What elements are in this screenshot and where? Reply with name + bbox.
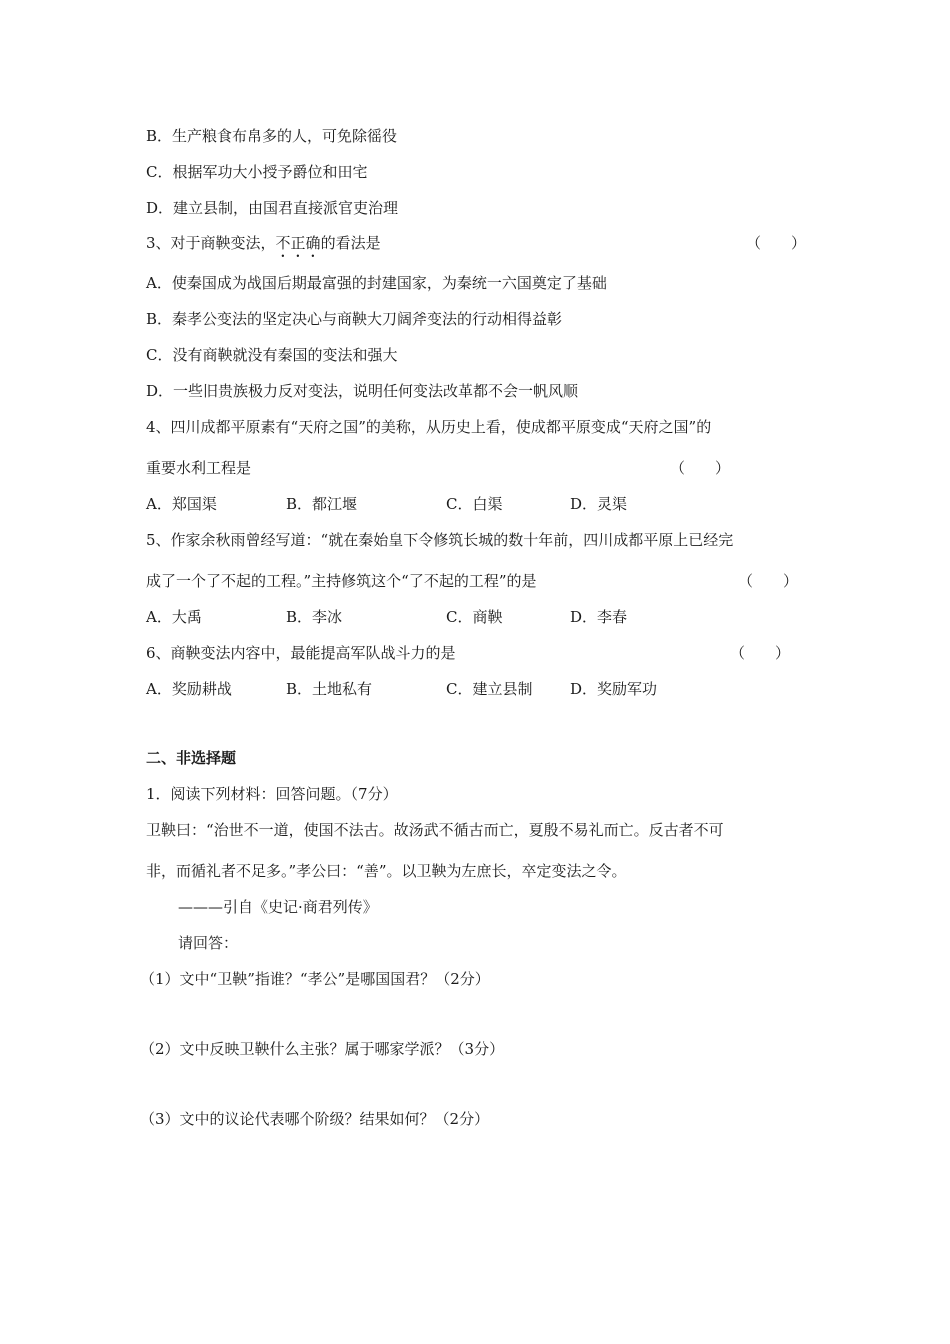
q3-option-d: D．一些旧贵族极力反对变法，说明任何变法改革都不会一帆风顺 — [146, 382, 579, 400]
q4-option-d: D．灵渠 — [570, 495, 628, 513]
q6-option-c: C．建立县制 — [446, 680, 533, 698]
q4-stem-line2: 重要水利工程是 — [146, 459, 252, 477]
q3-option-a: A．使秦国成为战国后期最富强的封建国家，为秦统一六国奠定了基础 — [146, 274, 607, 292]
q6-option-a: A．奖励耕战 — [146, 680, 232, 698]
s2-material-source: ———引自《史记·商君列传》 — [178, 898, 378, 916]
s2-subquestion-1: （1）文中“卫鞅”指谁？“孝公”是哪国国君？（2分） — [140, 970, 490, 988]
q5-option-c: C．商鞅 — [446, 608, 503, 626]
q5-stem-line1: 5、作家余秋雨曾经写道：“就在秦始皇下令修筑长城的数十年前，四川成都平原上已经完 — [146, 531, 734, 549]
q3-stem-emphasis: 不正确 — [275, 234, 321, 252]
q6-option-b: B．土地私有 — [286, 680, 373, 698]
q5-option-d: D．李春 — [570, 608, 628, 626]
q3-answer-paren: （ ） — [746, 234, 807, 252]
q3-option-c: C．没有商鞅就没有秦国的变法和强大 — [146, 346, 398, 364]
q3-stem-post: 的看法是 — [320, 234, 381, 252]
q3-option-b: B．秦孝公变法的坚定决心与商鞅大刀阔斧变法的行动相得益彰 — [146, 310, 563, 328]
q4-answer-paren: （ ） — [670, 459, 731, 477]
q2-option-c: C．根据军功大小授予爵位和田宅 — [146, 163, 368, 181]
q5-option-a: A．大禹 — [146, 608, 202, 626]
q4-stem-line1: 4、四川成都平原素有“天府之国”的美称，从历史上看，使成都平原变成“天府之国”的 — [146, 418, 712, 436]
q6-stem: 6、商鞅变法内容中，最能提高军队战斗力的是 — [146, 644, 456, 662]
section-2-title: 二、非选择题 — [146, 749, 237, 767]
q4-option-c: C．白渠 — [446, 495, 503, 513]
s2-subquestion-2: （2）文中反映卫鞅什么主张？属于哪家学派？（3分） — [140, 1040, 505, 1058]
q3-stem — [146, 233, 381, 261]
q4-option-a: A．郑国渠 — [146, 495, 217, 513]
q6-answer-paren: （ ） — [730, 644, 791, 662]
q5-answer-paren: （ ） — [738, 572, 799, 590]
q2-option-d: D．建立县制，由国君直接派官吏治理 — [146, 199, 399, 217]
s2-material-line1: 卫鞅曰：“治世不一道，使国不法古。故汤武不循古而亡，夏殷不易礼而亡。反古者不可 — [146, 821, 724, 839]
s2-material-line2: 非，而循礼者不足多。”孝公曰：“善”。以卫鞅为左庶长，卒定变法之令。 — [146, 862, 627, 880]
q5-stem-line2: 成了一个了不起的工程。”主持修筑这个“了不起的工程”的是 — [146, 572, 537, 590]
q2-option-b: B．生产粮食布帛多的人，可免除徭役 — [146, 127, 398, 145]
s2-q1-title: 1．阅读下列材料：回答问题。（7分） — [146, 785, 398, 803]
q6-option-d: D．奖励军功 — [570, 680, 658, 698]
s2-subquestion-3: （3）文中的议论代表哪个阶级？结果如何？（2分） — [140, 1110, 490, 1128]
q3-stem-pre: 3、对于商鞅变法， — [146, 234, 276, 252]
q5-option-b: B．李冰 — [286, 608, 343, 626]
q4-option-b: B．都江堰 — [286, 495, 358, 513]
s2-answer-prompt: 请回答： — [178, 934, 239, 952]
